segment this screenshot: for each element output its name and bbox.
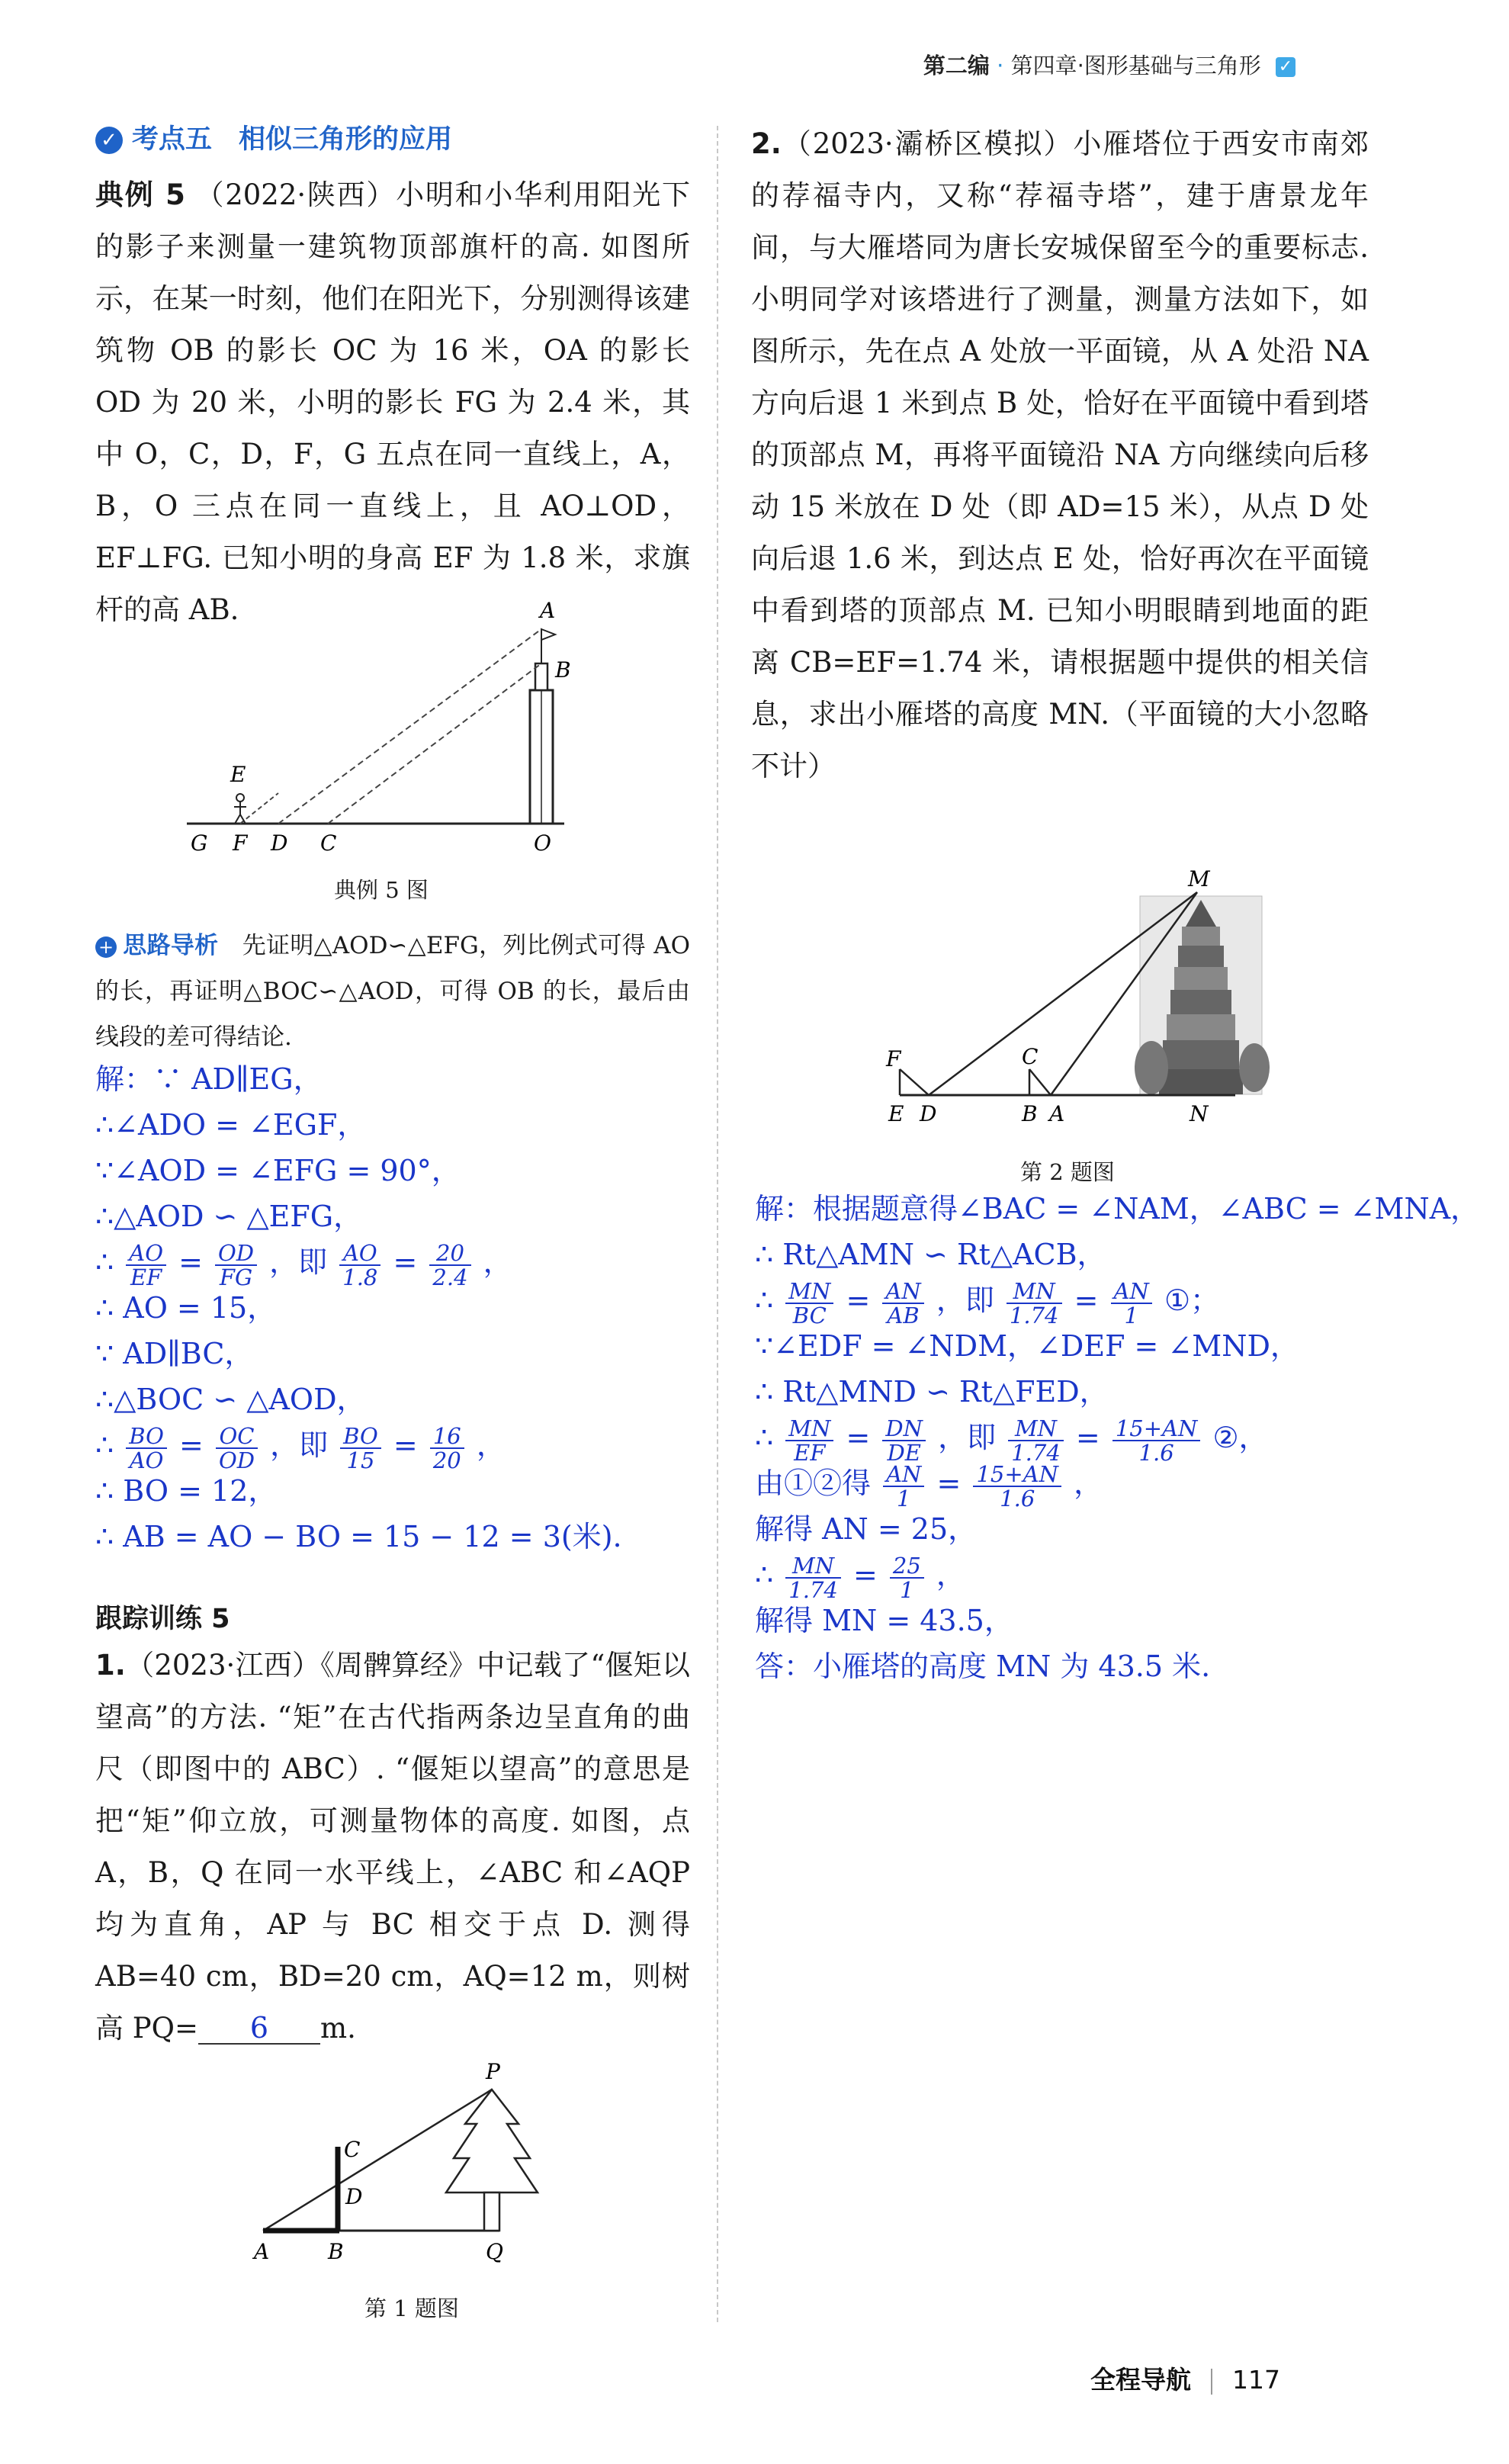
equals-sign: = <box>178 1245 203 1279</box>
header-chapter: 第四章·图形基础与三角形 <box>1010 53 1261 79</box>
fraction-numerator: MN <box>785 1417 833 1441</box>
label-A: A <box>540 598 556 623</box>
tree-right <box>1239 1043 1270 1092</box>
fraction-denominator: 15 <box>346 1447 375 1473</box>
tree-trunk <box>484 2193 499 2231</box>
q2-text <box>751 118 1369 792</box>
label-C: C <box>344 2137 361 2162</box>
check-icon: ✓ <box>1276 57 1295 77</box>
sol5-line5 <box>95 1239 622 1290</box>
label-O: O <box>534 830 551 856</box>
sol2-mark: ②， <box>1212 1421 1268 1454</box>
fraction-mn-174 <box>1007 1277 1062 1328</box>
ray-fd <box>900 1069 929 1095</box>
q2-caption: 第 2 题图 <box>1020 1159 1115 1185</box>
fraction-25-1 <box>890 1554 924 1601</box>
equals-sign: = <box>393 1428 418 1462</box>
fraction-denominator: FG <box>219 1264 253 1290</box>
tree-crown <box>446 2090 538 2193</box>
label-E: E <box>230 762 246 787</box>
sol5-line1: 解：∵ AD∥EG， <box>95 1062 323 1096</box>
fraction-denominator: 2.4 <box>432 1264 468 1290</box>
example5-body: （2022·陕西）小明和小华利用阳光下的影子来测量一建筑物顶部旗杆的高. 如图所示，在某一时刻，他们在阳光下，分别测得该建筑物 OB 的影长 OC 为 16 米，OA 的影长 OD 为 20 米，小明的影长 FG 为 2.4 米，其中 O，C，D，F，G 五点在同一直线上，A，B，O 三点在同一直线上，且 AO⊥OD，EF⊥FG. 已知小明的身高 EF 为 1.8 米，求旗杆的高 AB. <box>95 178 690 626</box>
fraction-numerator: MN <box>1008 1417 1064 1441</box>
fraction-denominator: 1 <box>900 1576 914 1603</box>
fraction-denominator: OD <box>218 1447 255 1473</box>
sol2-line4: ∵∠EDF = ∠NDM，∠DEF = ∠MND， <box>755 1329 1299 1363</box>
check-circle-icon: ✓ <box>95 127 123 154</box>
sol5-line10: ∴ BO = 12， <box>95 1474 278 1508</box>
fraction-ao-ef <box>126 1239 166 1290</box>
fraction-oc-od <box>216 1422 258 1473</box>
fraction-numerator: 15+AN <box>973 1463 1061 1487</box>
equals-sign: = <box>179 1428 204 1462</box>
fraction-numerator: 25 <box>890 1554 924 1579</box>
fraction-an-ab <box>882 1277 923 1328</box>
sol2-therefore: ∴ <box>755 1421 774 1454</box>
fraction-dn-de <box>882 1417 926 1464</box>
sol2-namely: ，即 <box>936 1283 994 1317</box>
sol2-line1: 解：根据题意得∠BAC = ∠NAM，∠ABC = ∠MNA， <box>755 1192 1480 1226</box>
pagoda-base <box>1159 1069 1243 1094</box>
q1-text <box>95 1640 690 2054</box>
example5-label: 典例 5 <box>95 178 185 211</box>
sol2-line6 <box>755 1415 1479 1466</box>
fraction-numerator: MN <box>785 1554 841 1579</box>
fraction-numerator: AN <box>883 1463 924 1487</box>
fraction-numerator: 20 <box>429 1242 470 1266</box>
sol2-line7 <box>755 1460 1479 1511</box>
plus-circle-icon: + <box>95 936 117 958</box>
label-D: D <box>345 2184 363 2209</box>
q1-answer-blank: 6 <box>198 2013 320 2045</box>
equals-sign: = <box>846 1283 871 1317</box>
equals-sign: = <box>1075 1421 1100 1454</box>
fraction-mn-ef <box>785 1417 833 1464</box>
pagoda-tier <box>1170 990 1231 1014</box>
fraction-denominator: 20 <box>432 1447 461 1473</box>
fraction-an-1 <box>883 1460 924 1511</box>
q1-caption: 第 1 题图 <box>364 2295 459 2321</box>
fraction-denominator: 1.74 <box>1011 1439 1061 1466</box>
pagoda-tier <box>1167 1014 1235 1040</box>
label-C: C <box>320 830 337 856</box>
fraction-an-1 <box>1111 1277 1152 1328</box>
example5-text <box>95 169 690 636</box>
equals-sign: = <box>393 1245 418 1279</box>
sol5-comma: ， <box>476 1428 506 1462</box>
label-A: A <box>254 2239 270 2264</box>
solution5 <box>95 1056 622 1560</box>
fraction-denominator: 1 <box>1124 1302 1138 1328</box>
sol5-line6: ∴ AO = 15， <box>95 1291 277 1325</box>
fraction-denominator: DE <box>887 1439 921 1466</box>
q1-unit: m. <box>320 2012 356 2045</box>
fraction-numerator: OC <box>216 1425 258 1449</box>
fraction-od-fg <box>215 1239 257 1290</box>
header-part: 第二编 <box>923 53 990 79</box>
fraction-denominator: 1.6 <box>1138 1439 1174 1466</box>
label-B: B <box>1022 1101 1038 1126</box>
label-D: D <box>271 830 288 856</box>
flag <box>541 629 555 640</box>
sol5-line2: ∴∠ADO = ∠EGF， <box>95 1108 367 1142</box>
section-title-text: 考点五 相似三角形的应用 <box>132 124 453 155</box>
solution2 <box>755 1186 1479 1689</box>
sol5-line8: ∴△BOC ∽ △AOD， <box>95 1383 366 1416</box>
sol2-line11: 答：小雁塔的高度 MN 为 43.5 米. <box>755 1650 1211 1683</box>
hint-label: 思路导析 <box>123 932 219 959</box>
fraction-denominator: BC <box>792 1302 827 1328</box>
q2-body: （2023·灞桥区模拟）小雁塔位于西安市南郊的荐福寺内，又称“荐福寺塔”，建于唐景龙年间，与大雁塔同为唐长安城保留至今的重要标志. 小明同学对该塔进行了测量，测量方法如下，如图所示，先在点 A 处放一平面镜，从 A 处沿 NA 方向后退 1 米到点 B 处，恰好在平面镜中看到塔的顶部点 M，再将平面镜沿 NA 方向继续向后移动 15 米放在 D 处（即 AD=15 米），从点 D 处向后退 1.6 米，到达点 E 处，恰好再次在平面镜中看到塔的顶部点 M. 已知小明眼睛到地面的距离 CB=EF=1.74 米，请根据题中提供的相关信息，求出小雁塔的高度 MN.（平面镜的大小忽略不计） <box>751 127 1369 782</box>
equals-sign: = <box>1074 1283 1099 1317</box>
label-C: C <box>1022 1044 1039 1069</box>
fraction-mn-174 <box>785 1554 841 1601</box>
fraction-bo-15 <box>340 1422 381 1473</box>
training-title: 跟踪训练 5 <box>95 1604 230 1634</box>
fraction-denominator: EF <box>130 1264 162 1290</box>
fraction-denominator: EF <box>794 1439 826 1466</box>
sol2-line2: ∴ Rt△AMN ∽ Rt△ACB， <box>755 1238 1106 1271</box>
label-B: B <box>555 657 571 683</box>
q1-body: （2023·江西）《周髀算经》中记载了“偃矩以望高”的方法. “矩”在古代指两条边呈直角的曲尺（即图中的 ABC）. “偃矩以望高”的意思是把“矩”仰立放，可测量物体的高度. 如图，点 A，B，Q 在同一水平线上，∠ABC 和∠AQP 均为直角，AP 与 BC 相交于点 D. 测得 AB=40 cm，BD=20 cm，AQ=12 m，则树高 PQ= <box>95 1649 690 2045</box>
sol2-therefore: ∴ <box>755 1283 774 1317</box>
fraction-20-24 <box>429 1239 470 1290</box>
fraction-15an-16 <box>1112 1417 1201 1464</box>
fraction-numerator: MN <box>785 1280 833 1304</box>
fraction-mn-bc <box>785 1277 833 1328</box>
pagoda-tier <box>1182 927 1220 946</box>
fraction-numerator: DN <box>882 1417 926 1441</box>
q1-number: 1. <box>95 1649 126 1682</box>
sol2-namely: ，即 <box>938 1421 997 1454</box>
sun-ray-b <box>328 663 541 824</box>
sol2-from: 由①②得 <box>755 1467 872 1500</box>
equals-sign: = <box>852 1558 878 1592</box>
label-N: N <box>1190 1101 1209 1126</box>
sol2-therefore: ∴ <box>755 1558 774 1592</box>
fraction-ao-18 <box>339 1239 380 1290</box>
pagoda-tier <box>1174 967 1228 990</box>
sol5-line7: ∵ AD∥BC， <box>95 1337 254 1370</box>
sol2-mark: ①； <box>1164 1283 1220 1317</box>
q2-number: 2. <box>751 127 782 160</box>
label-D: D <box>920 1101 937 1126</box>
fraction-bo-ao <box>126 1422 167 1473</box>
fraction-denominator: 1.74 <box>788 1576 838 1603</box>
sol5-therefore: ∴ <box>95 1428 114 1462</box>
sol5-namely: ，即 <box>269 1245 328 1279</box>
ray-ca <box>1029 1069 1051 1095</box>
pagoda-tier <box>1163 1040 1239 1069</box>
example5-figure <box>183 587 580 862</box>
section-title <box>95 118 690 156</box>
footer-separator <box>1211 2369 1212 2395</box>
label-P: P <box>486 2059 500 2084</box>
hint-text: 先证明△AOD∽△EFG，列比例式可得 AO 的长，再证明△BOC∽△AOD，可得 OB 的长，最后由线段的差可得结论. <box>95 932 691 1051</box>
fraction-numerator: MN <box>1007 1280 1062 1304</box>
fraction-denominator: AB <box>887 1302 920 1328</box>
sol5-line9 <box>95 1422 622 1473</box>
example5-caption: 典例 5 图 <box>334 877 429 903</box>
label-M: M <box>1188 869 1210 891</box>
fraction-denominator: 1.6 <box>1000 1485 1035 1511</box>
q1-figure <box>248 2051 583 2265</box>
fraction-numerator: AO <box>339 1242 380 1266</box>
sight-line-ap <box>263 2090 492 2231</box>
fraction-denominator: AO <box>129 1447 164 1473</box>
footer-brand: 全程导航 <box>1090 2365 1191 2395</box>
sun-ray-e <box>240 793 278 824</box>
label-F: F <box>886 1046 901 1071</box>
fraction-numerator: OD <box>215 1242 257 1266</box>
page-header <box>923 49 1295 80</box>
person-head <box>236 794 244 802</box>
sol2-line8: 解得 AN = 25， <box>755 1512 978 1546</box>
equals-sign: = <box>846 1421 871 1454</box>
fraction-numerator: AN <box>1111 1280 1152 1304</box>
sol2-comma: ， <box>936 1558 965 1592</box>
fraction-mn-174 <box>1008 1417 1064 1464</box>
sol5-line4: ∴△AOD ∽ △EFG， <box>95 1200 363 1233</box>
sol5-therefore: ∴ <box>95 1245 114 1279</box>
label-F: F <box>233 830 248 856</box>
person-leg-left <box>235 814 240 824</box>
header-separator: · <box>997 53 1004 79</box>
label-B: B <box>328 2239 344 2264</box>
label-G: G <box>191 830 208 856</box>
sol2-line5: ∴ Rt△MND ∽ Rt△FED， <box>755 1375 1109 1409</box>
sol5-namely: ，即 <box>270 1428 329 1462</box>
label-A: A <box>1049 1101 1065 1126</box>
fraction-numerator: BO <box>126 1425 167 1449</box>
sol2-comma: ， <box>1074 1467 1103 1500</box>
hint-block <box>95 923 690 1060</box>
fraction-denominator: 1.8 <box>342 1264 378 1290</box>
tree-left <box>1135 1041 1168 1094</box>
fraction-numerator: BO <box>340 1425 381 1449</box>
fraction-15an-16 <box>973 1460 1061 1511</box>
page-number: 117 <box>1232 2365 1280 2395</box>
sol5-line11: ∴ AB = AO − BO = 15 − 12 = 3(米). <box>95 1520 622 1553</box>
sol2-line10: 解得 MN = 43.5， <box>755 1604 1013 1637</box>
sol2-line3 <box>755 1277 1479 1328</box>
label-E: E <box>888 1101 904 1126</box>
fraction-numerator: AN <box>882 1280 923 1304</box>
sol5-comma: ， <box>483 1245 512 1279</box>
fraction-16-20 <box>430 1422 464 1473</box>
fraction-numerator: 15+AN <box>1112 1417 1201 1441</box>
column-divider <box>717 126 718 2322</box>
sol5-line3: ∵∠AOD = ∠EFG = 90°， <box>95 1154 461 1187</box>
fraction-numerator: 16 <box>430 1425 464 1449</box>
equals-sign: = <box>936 1467 962 1500</box>
fraction-denominator: 1 <box>897 1485 911 1511</box>
page-footer <box>1090 2360 1280 2396</box>
sol2-line9 <box>755 1552 1479 1603</box>
q2-figure <box>877 869 1273 1129</box>
fraction-denominator: 1.74 <box>1009 1302 1059 1328</box>
label-Q: Q <box>486 2239 503 2264</box>
pagoda-tier <box>1178 946 1224 967</box>
fraction-numerator: AO <box>126 1242 166 1266</box>
sun-ray-a <box>278 629 541 824</box>
